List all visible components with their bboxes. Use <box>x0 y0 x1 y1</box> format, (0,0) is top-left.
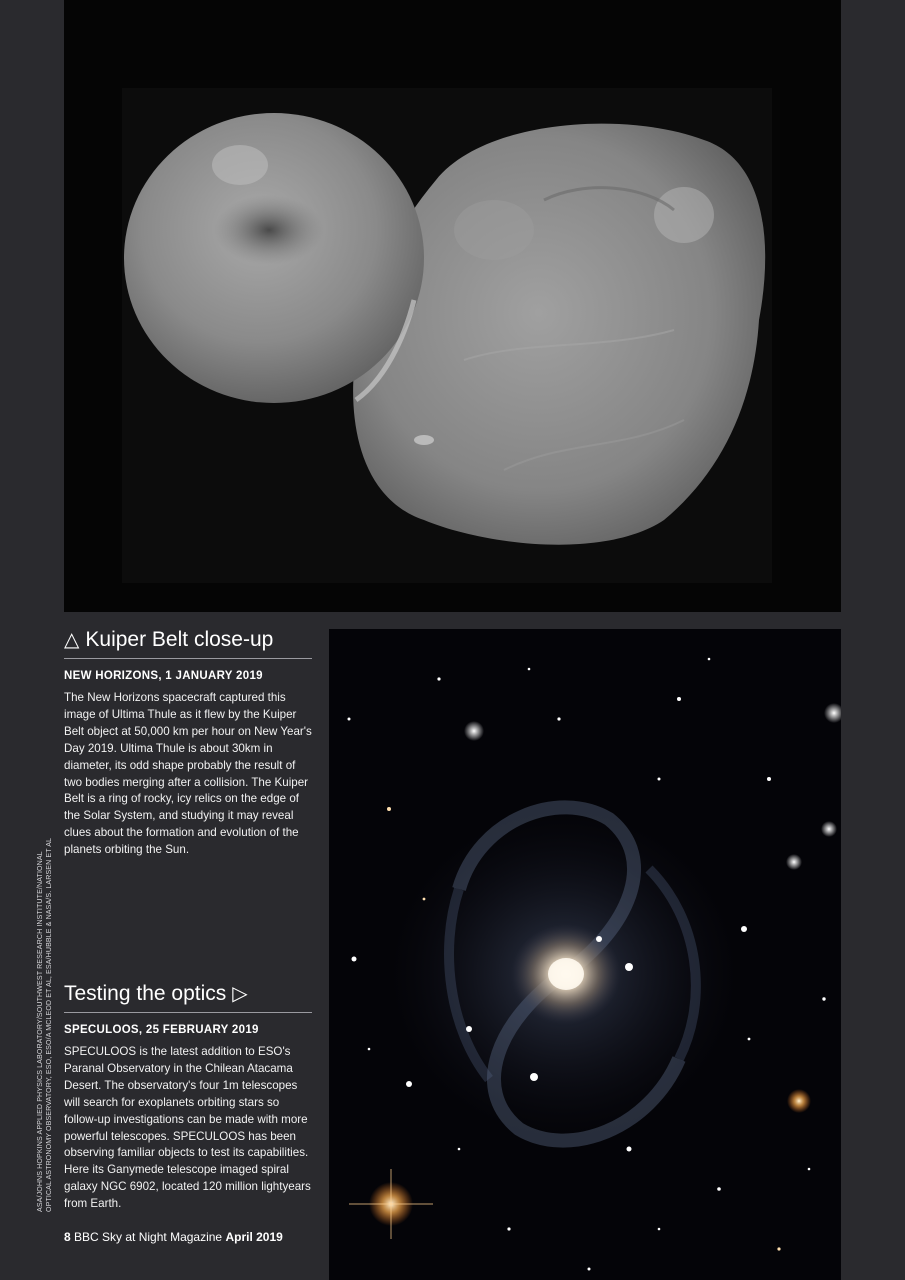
page-number: 8 <box>64 1230 71 1244</box>
ultima-thule-photo <box>64 0 841 612</box>
testing-optics-dateline: SPECULOOS, 25 FEBRUARY 2019 <box>64 1024 259 1036</box>
kuiper-belt-headline <box>64 626 312 659</box>
testing-optics-article <box>64 980 312 1213</box>
issue-date: April 2019 <box>225 1230 283 1244</box>
kuiper-belt-dateline: NEW HORIZONS, 1 JANUARY 2019 <box>64 670 263 682</box>
page-folio <box>64 1230 283 1244</box>
testing-optics-headline <box>64 980 312 1013</box>
testing-optics-body: SPECULOOS is the latest addition to ESO's Paranal Observatory in the Chilean Atacama Desert. The observatory's four 1m telescopes will search for exoplanets orbiting stars so follow-up investigations can be made with more powerful telescopes. SPECULOOS has been observing familiar objects to test its capabilities. Here its Ganymede telescope imaged spiral galaxy NGC 6902, located 120 million lightyears from Earth. <box>64 1045 311 1211</box>
kuiper-belt-article <box>64 626 312 859</box>
triangle-up-icon: △ <box>64 629 80 651</box>
kuiper-belt-headline-text: Kuiper Belt close-up <box>85 628 274 651</box>
photo-credit <box>36 822 54 1212</box>
kuiper-belt-body: The New Horizons spacecraft captured this image of Ultima Thule as it flew by the Kuiper Belt object at 50,000 km per hour on New Year's Day 2019. Ultima Thule is about 30km in diameter, its odd shape probably the result of two bodies merging after a collision. The Kuiper Belt is a ring of rocky, icy relics on the edge of the Solar System, and studying it may reveal clues about the formation and evolution of the planets orbiting the Sun. <box>64 691 312 857</box>
photo-credit-line-2: OPTICAL ASTRONOMY OBSERVATORY, ESO, ESO/A MCLEOD ET AL, ESA/HUBBLE & NASA/S. LARSEN ET AL <box>45 837 53 1212</box>
triangle-right-icon: ▷ <box>232 983 248 1005</box>
photo-credit-line-1: ASA/JOHNS HOPKINS APPLIED PHYSICS LABORATORY/SOUTHWEST RESEARCH INSTITUTE/NATIONAL <box>36 851 44 1212</box>
galaxy-ngc6902-photo <box>329 629 841 1280</box>
magazine-name: BBC Sky at Night Magazine <box>74 1230 223 1244</box>
testing-optics-headline-text: Testing the optics <box>64 982 227 1005</box>
